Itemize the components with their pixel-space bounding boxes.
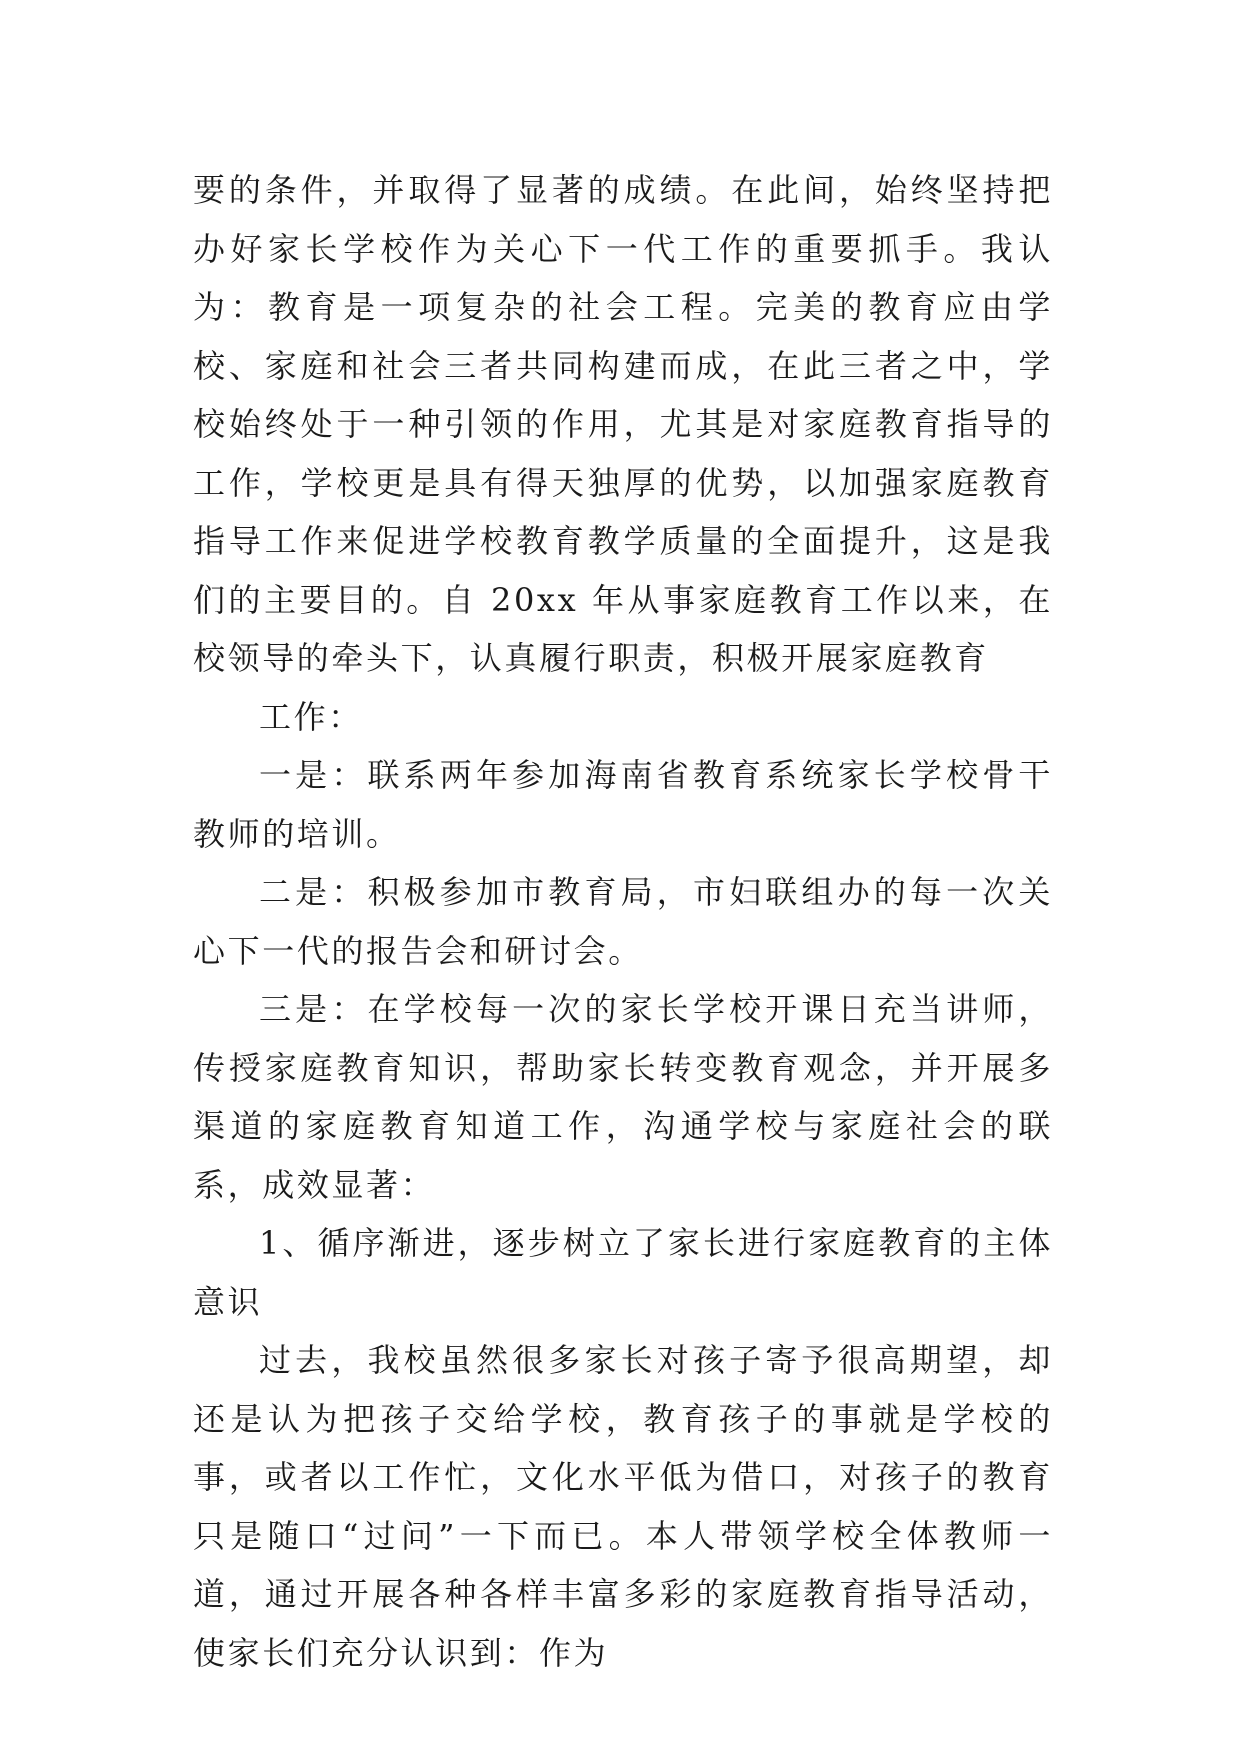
- paragraph-item-one: 一是：联系两年参加海南省教育系统家长学校骨干教师的培训。: [193, 756, 1053, 853]
- paragraph-continuation: 要的条件，并取得了显著的成绩。在此间，始终坚持把办好家长学校作为关心下一代工作的重要抓手。我认为：教育是一项复杂的社会工程。完美的教育应由学校、家庭和社会三者共同构建而成，在此三者之中，学校始终处于一种引领的作用，尤其是对家庭教育指导的工作，学校更是具有得天独厚的优势，以加强家庭教育指导工作来促进学校教育教学质量的全面提升，这是我们的主要目的。自 20xx 年从事家庭教育工作以来，在校领导的牵头下，认真履行职责，积极开展家庭教育: [193, 171, 1053, 677]
- paragraph-past-situation: 过去，我校虽然很多家长对孩子寄予很高期望，却还是认为把孩子交给学校，教育孩子的事就是学校的事，或者以工作忙，文化水平低为借口，对孩子的教育只是随口“过问”一下而已。本人带领学校全体教师一道，通过开展各种各样丰富多彩的家庭教育指导活动，使家长们充分认识到：作为: [193, 1341, 1053, 1672]
- paragraph-item-three: 三是：在学校每一次的家长学校开课日充当讲师，传授家庭教育知识，帮助家长转变教育观念，并开展多渠道的家庭教育知道工作，沟通学校与家庭社会的联系，成效显著：: [193, 990, 1053, 1204]
- paragraph-item-two: 二是：积极参加市教育局，市妇联组办的每一次关心下一代的报告会和研讨会。: [193, 873, 1053, 970]
- document-body: [193, 161, 1053, 1682]
- paragraph-work-heading: 工作：: [259, 697, 363, 736]
- paragraph-section-1-heading: 1、循序渐进，逐步树立了家长进行家庭教育的主体意识: [193, 1224, 1053, 1321]
